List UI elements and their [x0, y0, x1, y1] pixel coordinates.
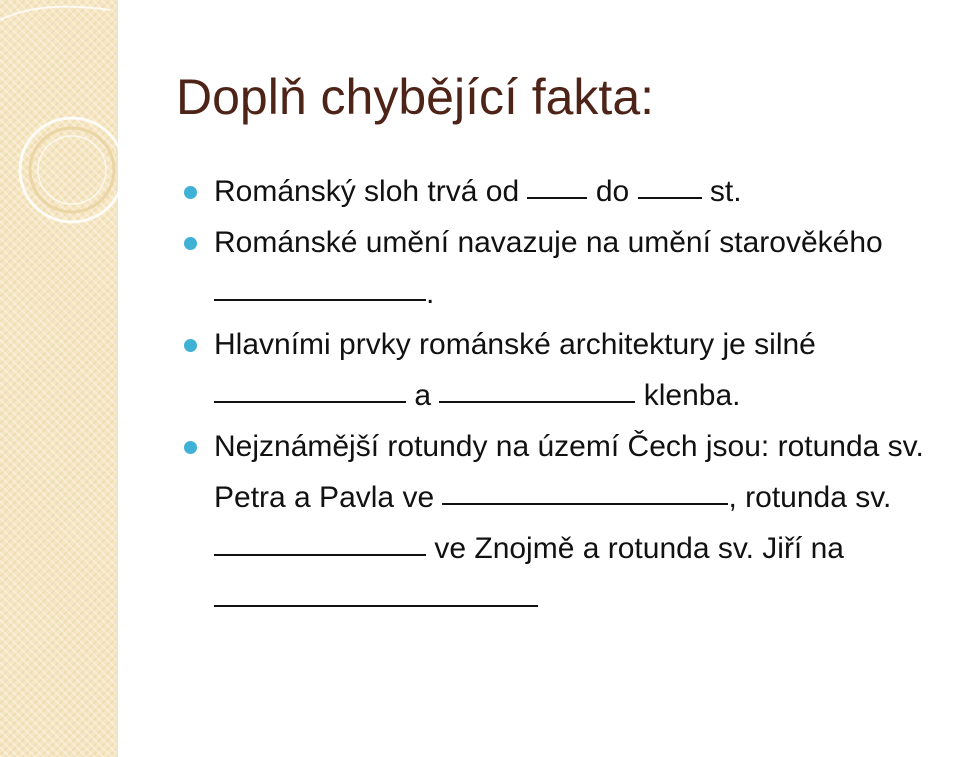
bullet-dot-icon [184, 441, 197, 454]
bullet-text: Hlavními prvky románské architektury je silné [214, 328, 816, 361]
bullet-text: ve Znojmě a rotunda sv. Jiří na [434, 532, 844, 565]
blank-rotunda-location-2[interactable] [214, 604, 538, 607]
blank-end-century[interactable] [638, 196, 702, 199]
decorative-rings-icon [0, 0, 140, 300]
blank-rotunda-saint[interactable] [214, 553, 426, 556]
bullet-romanesque-period [184, 166, 954, 217]
blank-architecture-element-2[interactable] [439, 400, 635, 403]
blank-start-century[interactable] [527, 196, 587, 199]
bullet-rotundas [184, 421, 954, 625]
bullet-text: Románský sloh trvá od [214, 175, 520, 208]
bullet-text: a [414, 379, 432, 412]
bullet-text: klenba. [643, 379, 741, 412]
bullet-list [184, 166, 954, 625]
bullet-text: st. [709, 175, 742, 208]
bullet-text: , [728, 481, 737, 514]
bullet-text: . [426, 277, 435, 310]
bullet-dot-icon [184, 186, 197, 199]
blank-rotunda-location-1[interactable] [442, 502, 728, 505]
bullet-text: Románské umění navazuje na umění starověkého [214, 226, 883, 259]
blank-ancient-culture[interactable] [214, 298, 426, 301]
blank-architecture-element-1[interactable] [214, 400, 406, 403]
bullet-text: Nejznámější rotundy na území Čech jsou: rotunda sv. Petra a Pavla ve [214, 430, 924, 514]
bullet-text: do [595, 175, 630, 208]
bullet-architecture-elements [184, 319, 954, 421]
bullet-ancient-art [184, 217, 954, 319]
bullet-text: rotunda sv. [745, 481, 892, 514]
bullet-dot-icon [184, 237, 197, 250]
bullet-dot-icon [184, 339, 197, 352]
slide-title: Doplň chybějící fakta: [176, 69, 655, 125]
